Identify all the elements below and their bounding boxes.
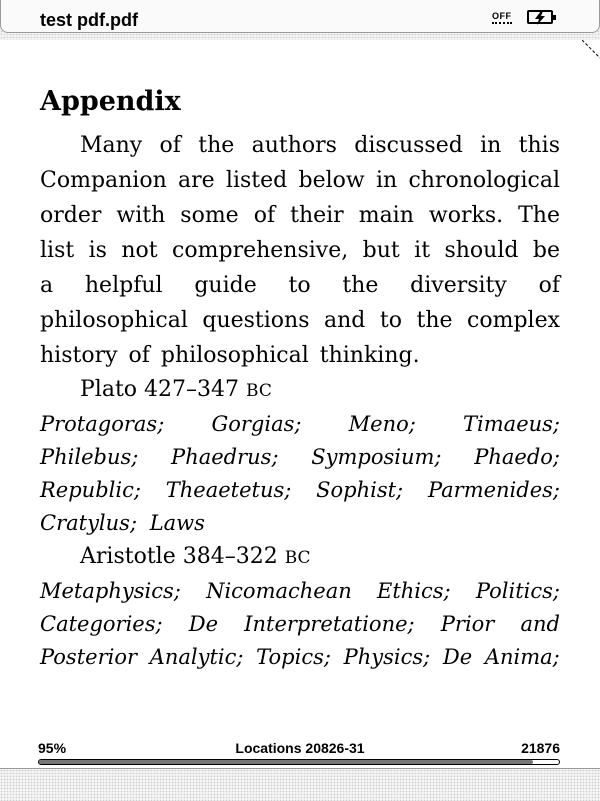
dog-ear-icon[interactable] bbox=[582, 40, 600, 60]
progress-fill bbox=[39, 760, 533, 764]
wireless-status: OFF bbox=[492, 11, 512, 24]
intro-paragraph: Many of the authors discussed in this Companion are listed below in chronological order with some of their main works. The list is not comprehensive, but it should be a helpful guide to the diversity of philosophical questions and to the complex history of philosophical thinking. bbox=[40, 133, 560, 368]
battery-charging-icon bbox=[527, 10, 553, 24]
status-bar bbox=[0, 0, 600, 40]
author-era: BC bbox=[246, 381, 272, 401]
author-name: Plato 427–347 bbox=[80, 377, 240, 402]
works-list-plato: Protagoras; Gorgias; Meno; Timaeus; Philebus; Phaedrus; Symposium; Phaedo; Republic; Theaetetus; Sophist; Parmenides; Cratylus; Laws bbox=[40, 412, 560, 535]
author-entry-aristotle bbox=[40, 540, 560, 575]
percent-read: 95% bbox=[38, 740, 67, 756]
reading-progress-bar bbox=[38, 759, 560, 765]
total-locations: 21876 bbox=[521, 740, 560, 756]
author-entry-plato bbox=[40, 373, 560, 408]
page-heading: Appendix bbox=[40, 86, 181, 117]
works-list-aristotle: Metaphysics; Nicomachean Ethics; Politics; Categories; De Interpretatione; Prior and Posterior Analytic; Topics; Physics; De Anima; bbox=[40, 579, 560, 669]
author-name: Aristotle 384–322 bbox=[80, 544, 278, 569]
book-title: test pdf.pdf bbox=[40, 10, 138, 30]
book-page[interactable] bbox=[40, 82, 560, 674]
location-range: Locations 20826-31 bbox=[235, 740, 365, 756]
author-era: BC bbox=[284, 548, 311, 568]
bottom-bezel bbox=[0, 768, 600, 801]
